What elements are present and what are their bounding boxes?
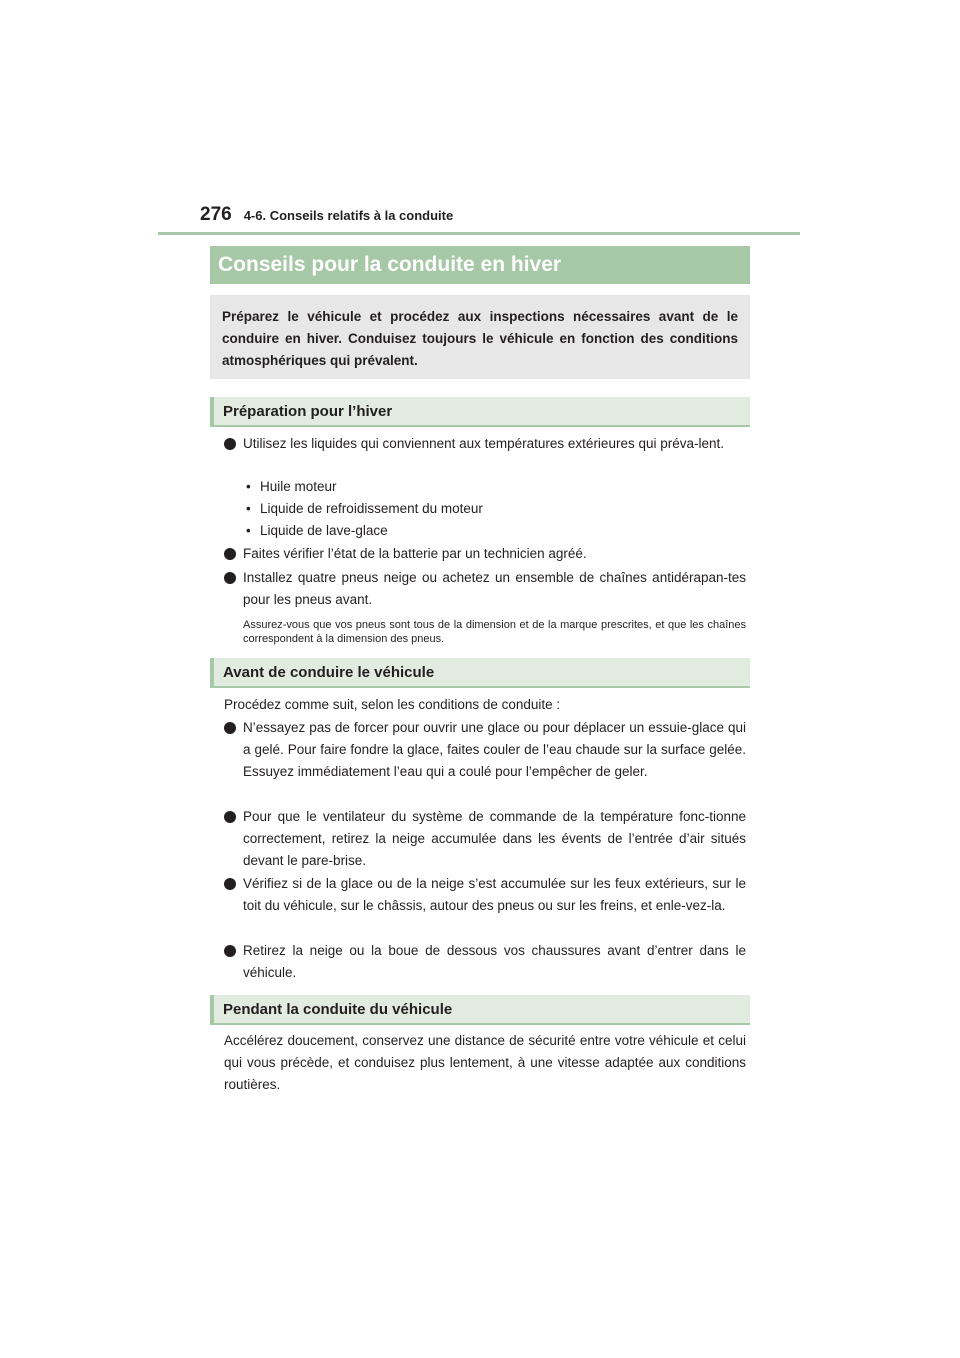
section-header-before-driving: Avant de conduire le véhicule (210, 658, 750, 688)
list-item: Pour que le ventilateur du système de commande de la température fonc-tionne correctement, retirez la neige accumulée dans les évents de l’entrée d’air situés devant le pare-brise. (224, 806, 746, 872)
chapter-title: 4-6. Conseils relatifs à la conduite (243, 208, 454, 223)
main-title: Conseils pour la conduite en hiver (210, 246, 750, 284)
section-intro-text: Procédez comme suit, selon les conditions de conduite : (224, 697, 561, 712)
list-item: Retirez la neige ou la boue de dessous vos chaussures avant d’entrer dans le véhicule. (224, 940, 746, 984)
list-item: Faites vérifier l’état de la batterie par un technicien agréé. (224, 543, 746, 565)
small-bullet-icon: • (246, 501, 251, 516)
list-item: Utilisez les liquides qui conviennent aux températures extérieures qui préva-lent. (224, 433, 746, 455)
page-number: 276 (200, 204, 232, 225)
note-text: Assurez-vous que vos pneus sont tous de la dimension et de la marque prescrites, et que les chaînes correspondent à la dimension des pneus. (243, 619, 746, 645)
sub-list-item: • Liquide de lave-glace (246, 520, 388, 542)
header-divider (158, 232, 800, 235)
bullet-icon (224, 722, 236, 734)
small-bullet-icon: • (246, 479, 251, 494)
section-header-while-driving: Pendant la conduite du véhicule (210, 995, 750, 1025)
bullet-icon (224, 811, 236, 823)
sub-list-item: • Liquide de refroidissement du moteur (246, 498, 483, 520)
bullet-icon (224, 945, 236, 957)
bullet-icon (224, 572, 236, 584)
section-body-text: Accélérez doucement, conservez une distance de sécurité entre votre véhicule et celui qui vous précède, et conduisez plus lentement, à une vitesse adaptée aux conditions routières. (224, 1033, 746, 1092)
list-item: Installez quatre pneus neige ou achetez un ensemble de chaînes antidérapan-tes pour les pneus avant. (224, 567, 746, 611)
bullet-icon (224, 878, 236, 890)
section-header-preparation: Préparation pour l’hiver (210, 397, 750, 427)
page-header (200, 204, 453, 226)
small-bullet-icon: • (246, 523, 251, 538)
sub-list-item: • Huile moteur (246, 476, 337, 498)
intro-box: Préparez le véhicule et procédez aux inspections nécessaires avant de le conduire en hiver. Conduisez toujours le véhicule en fonction des conditions atmosphériques qui prévalent. (210, 295, 750, 379)
list-item: N’essayez pas de forcer pour ouvrir une glace ou pour déplacer un essuie-glace qui a gelé. Pour faire fondre la glace, faites couler de l’eau chaude sur la surface gelée. Essuyez immédiatement l’eau qui a coulé pour l’empêcher de geler. (224, 717, 746, 783)
bullet-icon (224, 548, 236, 560)
list-item: Vérifiez si de la glace ou de la neige s’est accumulée sur les feux extérieurs, sur le toit du véhicule, sur le châssis, autour des pneus ou sur les freins, et enle-vez-la. (224, 873, 746, 917)
bullet-icon (224, 438, 236, 450)
